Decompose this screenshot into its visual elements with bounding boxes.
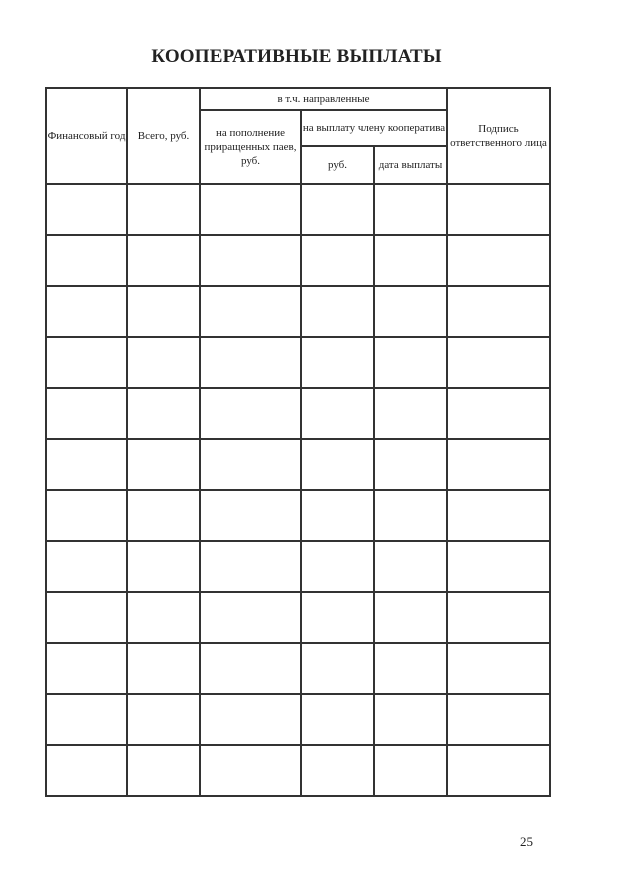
cell-signature bbox=[447, 643, 550, 694]
cell-rub bbox=[301, 286, 374, 337]
table-row bbox=[46, 541, 550, 592]
cell-fin-year bbox=[46, 541, 127, 592]
table-row bbox=[46, 439, 550, 490]
cell-pay-date bbox=[374, 592, 447, 643]
cell-pay-date bbox=[374, 439, 447, 490]
table-row bbox=[46, 388, 550, 439]
cell-pay-date bbox=[374, 490, 447, 541]
cell-signature bbox=[447, 694, 550, 745]
cell-fin-year bbox=[46, 643, 127, 694]
cell-shares bbox=[200, 643, 301, 694]
cell-rub bbox=[301, 337, 374, 388]
cell-rub bbox=[301, 592, 374, 643]
cell-shares bbox=[200, 541, 301, 592]
cell-fin-year bbox=[46, 286, 127, 337]
table-row bbox=[46, 490, 550, 541]
cell-shares bbox=[200, 745, 301, 796]
cell-total bbox=[127, 337, 200, 388]
cell-pay-date bbox=[374, 745, 447, 796]
header-total: Всего, руб. bbox=[127, 88, 200, 184]
cell-signature bbox=[447, 541, 550, 592]
cell-pay-date bbox=[374, 643, 447, 694]
cell-fin-year bbox=[46, 694, 127, 745]
cell-total bbox=[127, 286, 200, 337]
cell-shares bbox=[200, 337, 301, 388]
header-group: в т.ч. направленные bbox=[200, 88, 447, 110]
header-pay-date: дата выплаты bbox=[374, 146, 447, 184]
header-fin-year: Финансовый год bbox=[46, 88, 127, 184]
cell-fin-year bbox=[46, 235, 127, 286]
cell-total bbox=[127, 439, 200, 490]
cell-pay-date bbox=[374, 694, 447, 745]
table-header bbox=[46, 88, 550, 184]
cell-total bbox=[127, 388, 200, 439]
table-row bbox=[46, 235, 550, 286]
cell-fin-year bbox=[46, 745, 127, 796]
cell-pay-date bbox=[374, 235, 447, 286]
cell-signature bbox=[447, 490, 550, 541]
cell-shares bbox=[200, 439, 301, 490]
cell-pay-date bbox=[374, 388, 447, 439]
cell-total bbox=[127, 745, 200, 796]
table-row bbox=[46, 184, 550, 235]
header-rub: руб. bbox=[301, 146, 374, 184]
cell-fin-year bbox=[46, 439, 127, 490]
cell-pay-date bbox=[374, 541, 447, 592]
table-row bbox=[46, 694, 550, 745]
cell-shares bbox=[200, 235, 301, 286]
cell-total bbox=[127, 235, 200, 286]
cell-signature bbox=[447, 337, 550, 388]
cell-rub bbox=[301, 184, 374, 235]
header-shares: на пополнение приращенных паев, руб. bbox=[200, 110, 301, 184]
cell-signature bbox=[447, 184, 550, 235]
cell-pay-date bbox=[374, 184, 447, 235]
cell-shares bbox=[200, 592, 301, 643]
cell-rub bbox=[301, 643, 374, 694]
table-body bbox=[46, 184, 550, 796]
table-row bbox=[46, 337, 550, 388]
cell-rub bbox=[301, 439, 374, 490]
cell-fin-year bbox=[46, 388, 127, 439]
cell-rub bbox=[301, 388, 374, 439]
cell-rub bbox=[301, 541, 374, 592]
page-number: 25 bbox=[520, 834, 533, 849]
cell-total bbox=[127, 643, 200, 694]
cell-fin-year bbox=[46, 592, 127, 643]
page-title: КООПЕРАТИВНЫЕ ВЫПЛАТЫ bbox=[151, 46, 442, 67]
cell-shares bbox=[200, 286, 301, 337]
table-row bbox=[46, 286, 550, 337]
cell-total bbox=[127, 490, 200, 541]
cell-signature bbox=[447, 286, 550, 337]
cell-pay-date bbox=[374, 337, 447, 388]
cell-signature bbox=[447, 235, 550, 286]
cell-signature bbox=[447, 388, 550, 439]
cell-total bbox=[127, 592, 200, 643]
cell-rub bbox=[301, 490, 374, 541]
header-member-pay: на выплату члену кооператива bbox=[301, 110, 447, 146]
cell-fin-year bbox=[46, 184, 127, 235]
cell-fin-year bbox=[46, 490, 127, 541]
cell-total bbox=[127, 184, 200, 235]
cell-fin-year bbox=[46, 337, 127, 388]
cell-signature bbox=[447, 592, 550, 643]
cell-total bbox=[127, 694, 200, 745]
cell-signature bbox=[447, 745, 550, 796]
header-signature: Подпись ответственного лица bbox=[447, 88, 550, 184]
cell-signature bbox=[447, 439, 550, 490]
payments-table bbox=[45, 87, 551, 797]
table-row bbox=[46, 745, 550, 796]
cell-total bbox=[127, 541, 200, 592]
cell-shares bbox=[200, 184, 301, 235]
cell-shares bbox=[200, 694, 301, 745]
table-row bbox=[46, 592, 550, 643]
cell-shares bbox=[200, 490, 301, 541]
cell-rub bbox=[301, 235, 374, 286]
cell-rub bbox=[301, 694, 374, 745]
table-row bbox=[46, 643, 550, 694]
cell-pay-date bbox=[374, 286, 447, 337]
cell-shares bbox=[200, 388, 301, 439]
cell-rub bbox=[301, 745, 374, 796]
